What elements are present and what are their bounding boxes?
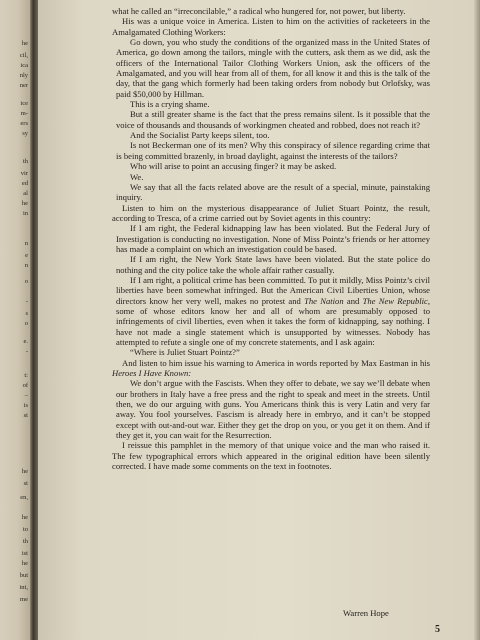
left-page-text-fragment: st [23, 412, 28, 419]
left-page-text-fragment: ers [20, 120, 28, 127]
book-title-heroes: Heroes I Have Known: [112, 368, 192, 379]
left-page-text-fragment: en, [20, 494, 28, 501]
paragraph-eastman [112, 358, 430, 379]
paragraph-eastman-text: And listen to him issue his warning to America in words reported by Max Eastman in his [122, 357, 430, 368]
paragraph-unique-voice: His was a unique voice in America. Listen to him on the activities of racketeers in the Amalgamated Clothing Workers: [112, 16, 430, 37]
quote-political-crime-b: , some of whose editors know her and all of whom are presumably opposed to infringements of civil liberties, even when it takes the form of kidnapping, say nothing. I have not made a single statement which is unsupported by witnesses. Nobody has attempted to refute a single one of my concrete statements, and I ask again: [116, 295, 430, 347]
left-page-text-fragment: me [20, 596, 28, 603]
left-page-text-fragment: but [19, 572, 28, 579]
left-page-text-fragment: m- [20, 110, 28, 117]
left-page-text-fragment: th [22, 158, 28, 165]
left-page-text-fragment: th [22, 538, 28, 545]
paragraph-reissue: I reissue this pamphlet in the memory of that unique voice and the man who raised it. The few typographical errors which appeared in the original edition have been silently corrected. I have made some comments on the text in footnotes. [112, 440, 430, 472]
left-page-text-fragment: s [25, 310, 28, 317]
quote-where-is-juliet: “Where is Juliet Stuart Pointz?” [130, 347, 240, 358]
adjacent-left-page [0, 0, 30, 640]
page-edge [474, 0, 480, 640]
left-page-text-fragment: he [21, 200, 28, 207]
left-page-text-fragment: he [21, 560, 28, 567]
quote-federal-law: If I am right, the Federal kidnapping law has been violated. But the Federal Jury of Investigation is conducting no investigation. None of Miss Pointz’s friends or her attorney has made a complaint on which an investigation could be based. [116, 223, 430, 254]
left-page-text-fragment: in [22, 210, 28, 217]
conjunction-and: and [346, 295, 360, 306]
body-text [112, 6, 430, 471]
author-signature: Warren Hope [343, 608, 389, 618]
left-page-text-fragment: al [23, 190, 28, 197]
left-page-text-fragment: cil, [19, 52, 28, 59]
left-page-text-fragment: to [22, 526, 28, 533]
left-page-text-fragment: – [24, 392, 28, 399]
left-page-text-fragment: he [21, 40, 28, 47]
left-page-text-fragment: e [25, 252, 28, 259]
quote-who-will-arise: Who will arise to point an accusing finger? it may be asked. [130, 161, 337, 172]
publication-new-republic: The New Republic [362, 295, 428, 306]
book-page [38, 0, 480, 640]
left-page-text-fragment: sy [22, 130, 28, 137]
left-page-text-fragment: - [25, 298, 28, 305]
left-page-text-fragment: t: [24, 372, 28, 379]
left-page-text-fragment: st [23, 480, 28, 487]
quote-facts-related: We say that all the facts related above are the result of a special, minute, painstaking inquiry. [116, 181, 430, 203]
paragraph-intro-continuation: what he called an “irreconcilable,” a radical who hungered for, not power, but liberty. [112, 6, 406, 16]
quote-greater-shame: But a still greater shame is the fact that the press remains silent. Is it possible that the voice of thousands and thousands of workingmen cheated and robbed, does not reach it? [116, 109, 430, 130]
left-page-text-fragment: of [22, 382, 28, 389]
quote-beckerman: Is not Beckerman one of its men? Why this conspiracy of silence regarding crime that is being committed brazenly, in broad daylight, against the interests of the tailors? [116, 140, 430, 161]
left-page-text-fragment: ist [21, 550, 28, 557]
left-page-text-fragment: he [21, 468, 28, 475]
left-page-text-fragment: nly [19, 72, 28, 79]
left-page-text-fragment: ica [20, 62, 28, 69]
quote-political-crime [112, 275, 430, 347]
quote-tailors: Go down, you who study the conditions of the organized mass in the United States of America, go down among the tailors, mingle with the cutters, ask them as we did, ask the officers of the International Tailor Clothing Workers Union, ask the officers of the Amalgamated, and you will hear from all of them, for all know it and this is the talk of the day, that the gang which formerly had been taking orders from nobody but Orlofsky, was paid $50,000 by Hillman. [116, 37, 430, 99]
left-page-text-fragment: int, [19, 584, 28, 591]
left-page-text-fragment: e. [23, 338, 28, 345]
left-page-text-fragment: ner [19, 82, 28, 89]
quote-we: We. [130, 171, 144, 182]
left-page-text-fragment: o [24, 320, 28, 327]
quote-socialist-party: And the Socialist Party keeps silent, too. [130, 130, 270, 141]
page-number: 5 [435, 624, 440, 635]
left-page-text-fragment: n [24, 262, 28, 269]
quote-state-law: If I am right, the New York State laws have been violated. But the state police do nothing and the city police take the whole affair rather casually. [116, 254, 430, 275]
left-page-text-fragment: ice [20, 100, 28, 107]
book-gutter [30, 0, 38, 640]
left-page-text-fragment: he [21, 514, 28, 521]
quote-fascists: We don’t argue with the Fascists. When they offer to debate, we say we’ll debate when our brothers in Italy have a free press and the right to speak and meet in the streets. Until then, we do our arguing with guns. You Americans think this is very Latin and very far away. You fool yourselves. Fascism is already here in embryo, and it can’t be stopped except with out-and-out war. Either they get the drop on you, or you get it on them. And if they get it, you can wait for the Resurrection. [116, 378, 430, 441]
left-page-text-fragment: n [24, 240, 28, 247]
publication-the-nation: The Nation [304, 295, 344, 306]
left-page-text-fragment: ed [21, 180, 28, 187]
left-page-text-fragment: is [23, 402, 28, 409]
quote-political-crime-a: If I am right, a political crime has been committed. To put it mildly, Miss Pointz’s civil liberties have been somewhat infringed. But the American Civil Liberties Union, whose directors know her very well, makes no protest and [116, 274, 430, 306]
paragraph-pointz-intro: Listen to him on the mysterious disappearance of Juliet Stuart Pointz, the result, according to Tresca, of a crime carried out by Soviet agents in this country: [112, 202, 430, 223]
left-page-text-fragment: o [24, 278, 28, 285]
quote-crying-shame: This is a crying shame. [130, 99, 210, 110]
left-page-text-fragment: - [25, 348, 28, 355]
left-page-text-fragment: vir [20, 170, 28, 177]
